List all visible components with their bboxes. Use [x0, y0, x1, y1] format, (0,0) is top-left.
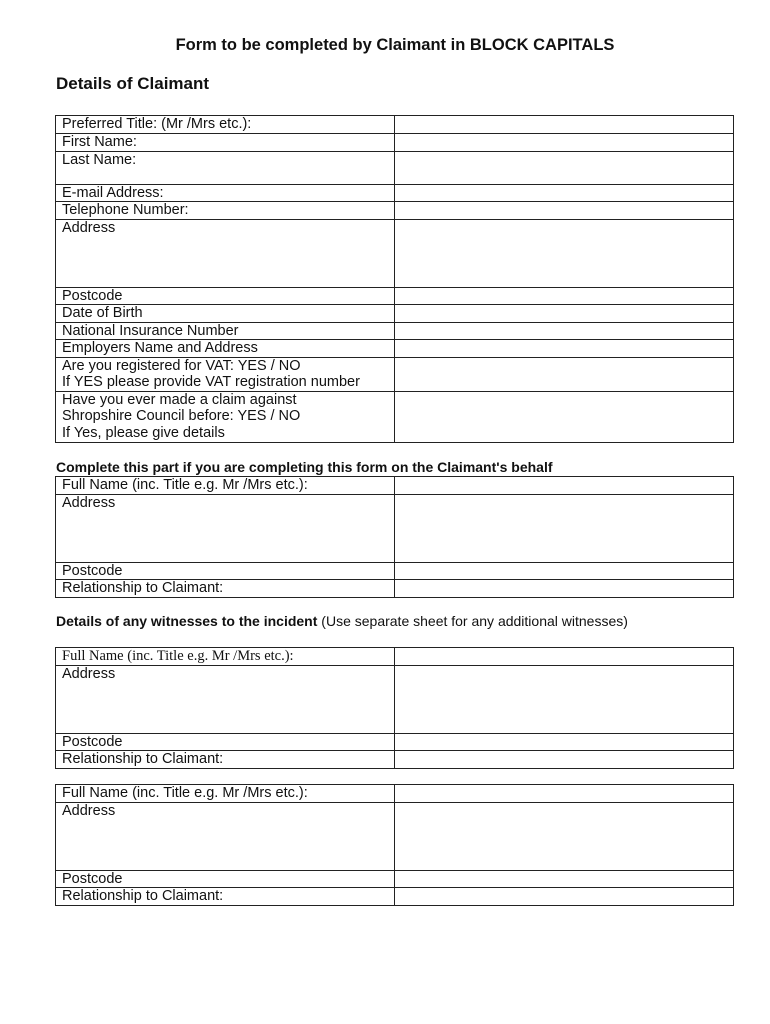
email-field[interactable]: [395, 184, 734, 202]
employer-label: Employers Name and Address: [56, 340, 395, 358]
previous-claim-field[interactable]: [395, 391, 734, 442]
witness-1-relationship-field[interactable]: [395, 751, 734, 769]
behalf-postcode-label: Postcode: [56, 562, 395, 580]
witness-1-postcode-field[interactable]: [395, 733, 734, 751]
behalf-full-name-label: Full Name (inc. Title e.g. Mr /Mrs etc.):: [56, 477, 395, 495]
witness-1-address-label: Address: [56, 665, 395, 733]
behalf-relationship-label: Relationship to Claimant:: [56, 580, 395, 598]
witness-2-table: [55, 784, 734, 906]
last-name-field[interactable]: [395, 151, 734, 184]
address-field[interactable]: [395, 219, 734, 287]
witness-2-address-label: Address: [56, 802, 395, 870]
behalf-address-label: Address: [56, 494, 395, 562]
behalf-full-name-field[interactable]: [395, 477, 734, 495]
last-name-label: Last Name:: [56, 151, 395, 184]
vat-label: Are you registered for VAT: YES / NO If YES please provide VAT registration number: [56, 357, 395, 391]
date-of-birth-field[interactable]: [395, 305, 734, 323]
witness-2-full-name-label: Full Name (inc. Title e.g. Mr /Mrs etc.):: [56, 785, 395, 803]
behalf-section-heading: Complete this part if you are completing this form on the Claimant's behalf: [56, 459, 553, 475]
national-insurance-field[interactable]: [395, 322, 734, 340]
witness-1-address-field[interactable]: [395, 665, 734, 733]
employer-field[interactable]: [395, 340, 734, 358]
behalf-postcode-field[interactable]: [395, 562, 734, 580]
witness-1-full-name-field[interactable]: [395, 648, 734, 666]
witness-1-full-name-label: Full Name (inc. Title e.g. Mr /Mrs etc.):: [56, 648, 395, 666]
telephone-label: Telephone Number:: [56, 202, 395, 220]
form-title: Form to be completed by Claimant in BLOCK CAPITALS: [175, 36, 615, 54]
national-insurance-label: National Insurance Number: [56, 322, 395, 340]
witness-2-postcode-field[interactable]: [395, 870, 734, 888]
witnesses-note: (Use separate sheet for any additional witnesses): [321, 613, 628, 629]
preferred-title-field[interactable]: [395, 116, 734, 134]
postcode-field[interactable]: [395, 287, 734, 305]
preferred-title-label: Preferred Title: (Mr /Mrs etc.):: [56, 116, 395, 134]
witness-2-relationship-label: Relationship to Claimant:: [56, 888, 395, 906]
claimant-details-table: [55, 115, 734, 443]
behalf-address-field[interactable]: [395, 494, 734, 562]
witnesses-section-heading: Details of any witnesses to the incident (Use separate sheet for any additional witnesses): [56, 613, 628, 629]
witness-1-relationship-label: Relationship to Claimant:: [56, 751, 395, 769]
first-name-field[interactable]: [395, 134, 734, 152]
witness-2-full-name-field[interactable]: [395, 785, 734, 803]
witness-1-table: [55, 647, 734, 769]
witness-2-postcode-label: Postcode: [56, 870, 395, 888]
date-of-birth-label: Date of Birth: [56, 305, 395, 323]
vat-field[interactable]: [395, 357, 734, 391]
postcode-label: Postcode: [56, 287, 395, 305]
behalf-relationship-field[interactable]: [395, 580, 734, 598]
witness-1-postcode-label: Postcode: [56, 733, 395, 751]
address-label: Address: [56, 219, 395, 287]
previous-claim-label: Have you ever made a claim against Shropshire Council before: YES / NO If Yes, please give details: [56, 391, 395, 442]
first-name-label: First Name:: [56, 134, 395, 152]
behalf-details-table: [55, 476, 734, 598]
witness-2-address-field[interactable]: [395, 802, 734, 870]
witness-2-relationship-field[interactable]: [395, 888, 734, 906]
email-label: E-mail Address:: [56, 184, 395, 202]
claimant-section-heading: Details of Claimant: [56, 74, 210, 93]
telephone-field[interactable]: [395, 202, 734, 220]
